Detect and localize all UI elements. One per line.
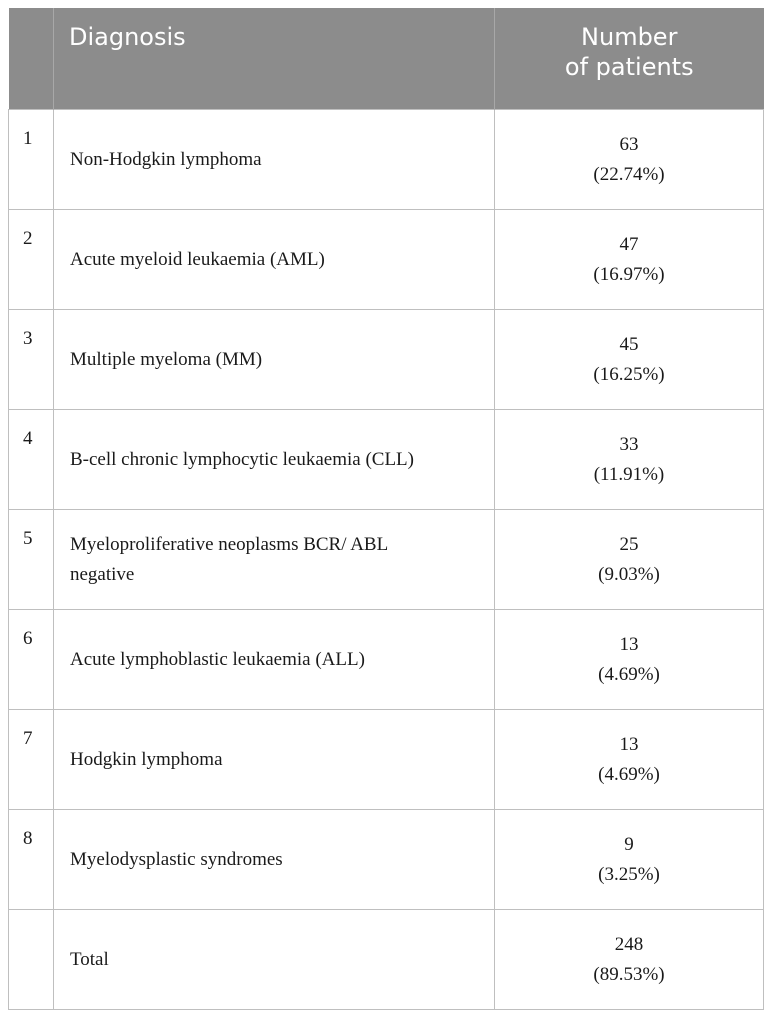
table-row — [9, 510, 764, 610]
count-value: 13 — [619, 733, 639, 755]
row-number: 1 — [9, 110, 54, 210]
header-row — [9, 8, 764, 110]
row-diagnosis: Total — [54, 910, 495, 1010]
row-patient-count — [495, 710, 764, 810]
header-diagnosis: Diagnosis — [54, 8, 495, 110]
header-count-line1: Number — [581, 23, 678, 51]
row-patient-count — [495, 610, 764, 710]
count-value: 13 — [619, 633, 639, 655]
row-patient-count — [495, 410, 764, 510]
table-row — [9, 610, 764, 710]
table-row — [9, 410, 764, 510]
row-diagnosis: Multiple myeloma (MM) — [54, 310, 495, 410]
count-value: 63 — [619, 133, 639, 155]
table-row — [9, 110, 764, 210]
count-value: 45 — [619, 333, 639, 355]
row-diagnosis: Non-Hodgkin lymphoma — [54, 110, 495, 210]
count-percent: (4.69%) — [598, 763, 660, 785]
row-number: 2 — [9, 210, 54, 310]
table-header — [9, 8, 764, 110]
count-value: 47 — [619, 233, 639, 255]
count-percent: (16.97%) — [593, 263, 665, 285]
total-row — [9, 910, 764, 1010]
count-percent: (89.53%) — [593, 963, 665, 985]
row-number: 6 — [9, 610, 54, 710]
count-value: 9 — [624, 833, 634, 855]
row-number: 7 — [9, 710, 54, 810]
row-patient-count — [495, 910, 764, 1010]
row-number: 4 — [9, 410, 54, 510]
row-diagnosis: Myeloproliferative neoplasms BCR/ ABL negative — [54, 510, 495, 610]
table-row — [9, 710, 764, 810]
count-percent: (4.69%) — [598, 663, 660, 685]
row-patient-count — [495, 310, 764, 410]
table-row — [9, 310, 764, 410]
table-row — [9, 810, 764, 910]
count-value: 25 — [619, 533, 639, 555]
count-percent: (3.25%) — [598, 863, 660, 885]
row-diagnosis: Acute myeloid leukaemia (AML) — [54, 210, 495, 310]
row-number — [9, 910, 54, 1010]
count-percent: (11.91%) — [593, 463, 665, 485]
count-value: 248 — [614, 933, 644, 955]
diagnosis-table-container — [8, 8, 763, 1010]
row-patient-count — [495, 110, 764, 210]
row-patient-count — [495, 210, 764, 310]
row-diagnosis: Myelodysplastic syndromes — [54, 810, 495, 910]
count-value: 33 — [619, 433, 639, 455]
header-count-line2: of patients — [564, 53, 694, 81]
row-patient-count — [495, 510, 764, 610]
count-percent: (16.25%) — [593, 363, 665, 385]
table-body — [9, 110, 764, 1010]
row-number: 8 — [9, 810, 54, 910]
row-number: 3 — [9, 310, 54, 410]
diagnosis-table — [8, 8, 764, 1010]
header-number — [9, 8, 54, 110]
count-percent: (22.74%) — [593, 163, 665, 185]
count-percent: (9.03%) — [598, 563, 660, 585]
row-diagnosis: Acute lymphoblastic leukaemia (ALL) — [54, 610, 495, 710]
header-number-of-patients — [495, 8, 764, 110]
row-patient-count — [495, 810, 764, 910]
table-row — [9, 210, 764, 310]
row-diagnosis: Hodgkin lymphoma — [54, 710, 495, 810]
row-number: 5 — [9, 510, 54, 610]
row-diagnosis: B-cell chronic lymphocytic leukaemia (CLL) — [54, 410, 495, 510]
